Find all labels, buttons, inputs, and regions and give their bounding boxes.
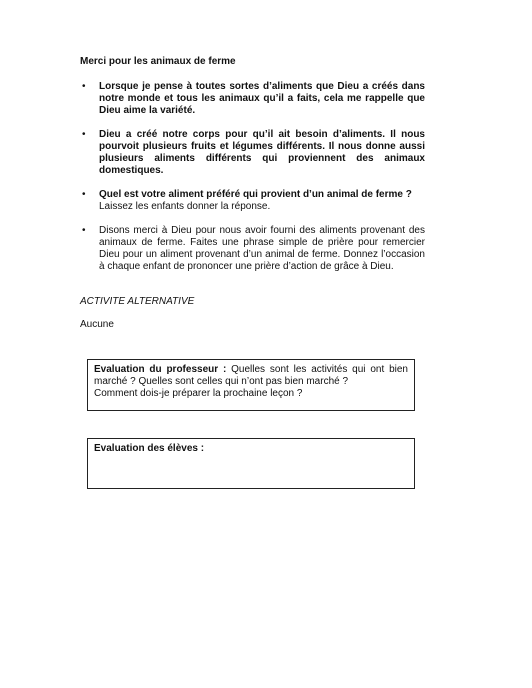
bullet-normal-text: Laissez les enfants donner la réponse.: [99, 201, 271, 212]
page-title: Merci pour les animaux de ferme: [80, 56, 236, 67]
bullet-icon: •: [82, 189, 86, 200]
bullet-bold-text: Lorsque je pense à toutes sortes d’aliments que Dieu a créés dans notre monde et tous les animaux qu’il a faits, cela me rappelle que Dieu aime la variété.: [99, 81, 425, 116]
alternative-activity-heading: ACTIVITE ALTERNATIVE: [80, 296, 195, 307]
bullet-icon: •: [82, 129, 86, 140]
list-item: [80, 189, 425, 213]
student-evaluation-label: Evaluation des élèves :: [94, 443, 205, 454]
teacher-evaluation-text-2: Comment dois-je préparer la prochaine leçon ?: [94, 388, 303, 399]
teacher-evaluation-label: Evaluation du professeur :: [94, 364, 227, 375]
alternative-activity-body: Aucune: [80, 319, 114, 330]
student-evaluation-box: [87, 438, 415, 489]
teacher-evaluation-box: [87, 359, 415, 411]
bullet-list: [80, 81, 425, 285]
bullet-icon: •: [82, 81, 86, 92]
bullet-bold-text: Quel est votre aliment préféré qui provient d’un animal de ferme ?: [99, 189, 412, 200]
bullet-icon: •: [82, 225, 86, 236]
bullet-normal-text: Disons merci à Dieu pour nous avoir fourni des aliments provenant des animaux de ferme. Faites une phrase simple de prière pour remercier Dieu pour un aliment provenant d’un animal de ferme. Donnez l’occasion à chaque enfant de prononcer une prière d’action de grâce à Dieu.: [99, 225, 425, 272]
list-item: [80, 225, 425, 273]
bullet-bold-text: Dieu a créé notre corps pour qu’il ait besoin d’aliments. Il nous pourvoit plusieurs fruits et légumes différents. Il nous donne aussi plusieurs aliments différents qui proviennent des animaux domestiques.: [99, 129, 425, 176]
list-item: [80, 129, 425, 177]
teacher-evaluation-text: Quelles sont les activités qui ont bien marché ? Quelles sont celles qui n’ont pas bien marché ?: [94, 364, 408, 387]
list-item: [80, 81, 425, 117]
